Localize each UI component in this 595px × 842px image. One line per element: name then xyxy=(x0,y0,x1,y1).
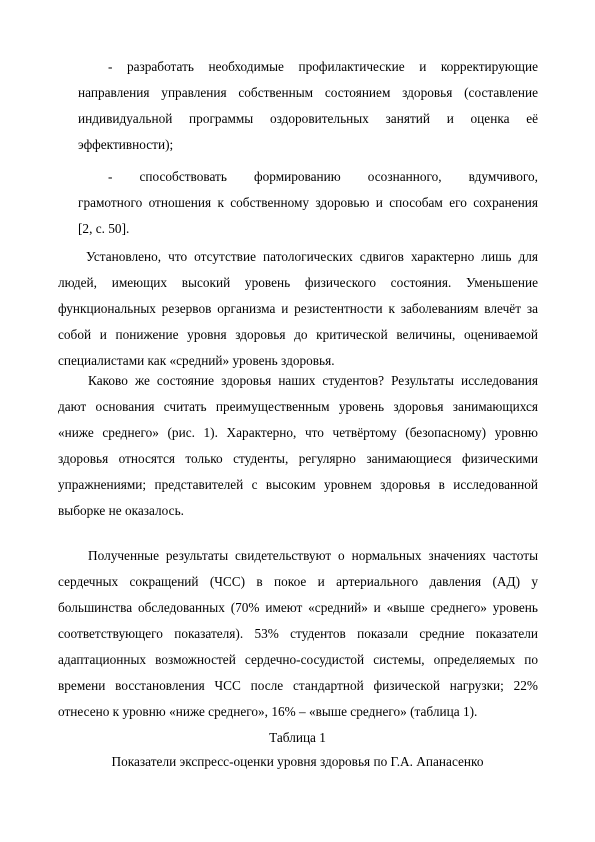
paragraph-1-line: людей, имеющих высокий уровень физического состояния. Уменьшение xyxy=(58,275,538,290)
paragraph-3-line: отнесено к уровню «ниже среднего», 16% – «выше среднего» (таблица 1). xyxy=(58,704,478,719)
paragraph-3 xyxy=(58,543,538,725)
list-item-1 xyxy=(78,54,538,158)
paragraph-2-line: упражнениями; представителей с высоким уровнем здоровья в исследованной xyxy=(58,477,538,492)
list-item-1-line: индивидуальной программы оздоровительных занятий и оценка её xyxy=(78,111,538,126)
paragraph-3-line: большинства обследованных (70% имеют «средний» и «выше среднего» уровень xyxy=(58,600,538,615)
paragraph-2-line: дают основания считать преимущественным уровень здоровья занимающихся xyxy=(58,399,538,414)
paragraph-3-line: адаптационных возможностей сердечно-сосудистой системы, определяемых по xyxy=(58,652,538,667)
paragraph-3-line: Полученные результаты свидетельствуют о нормальных значениях частоты xyxy=(88,548,538,563)
paragraph-1 xyxy=(58,244,538,374)
paragraph-1-line: функциональных резервов организма и резистентности к заболеваниям влечёт за xyxy=(58,301,538,316)
paragraph-3-line: времени восстановления ЧСС после стандартной физической нагрузки; 22% xyxy=(58,678,538,693)
list-item-2-line: - способствовать формированию осознанного, вдумчивого, xyxy=(108,169,538,184)
paragraph-1-line: собой и понижение уровня здоровья до критической величины, оцениваемой xyxy=(58,327,538,342)
list-item-1-line: эффективности); xyxy=(78,137,174,152)
list-item-2-line: [2, с. 50]. xyxy=(78,221,130,236)
paragraph-2-line: Каково же состояние здоровья наших студентов? Результаты исследования xyxy=(88,373,538,388)
paragraph-1-line: специалистами как «средний» уровень здоровья. xyxy=(58,353,335,368)
paragraph-2 xyxy=(58,368,538,524)
paragraph-3-line: соответствующего показателя). 53% студентов показали средние показатели xyxy=(58,626,538,641)
paragraph-2-line: «ниже среднего» (рис. 1). Характерно, что четвёртому (безопасному) уровню xyxy=(58,425,538,440)
list-item-1-line: направления управления собственным состоянием здоровья (составление xyxy=(78,85,538,100)
list-item-2 xyxy=(78,164,538,242)
paragraph-2-line: здоровья относятся только студенты, регулярно занимающиеся физическими xyxy=(58,451,538,466)
paragraph-2-line: выборке не оказалось. xyxy=(58,503,184,518)
list-item-1-line: - разработать необходимые профилактические и корректирующие xyxy=(108,59,538,74)
table-caption: Показатели экспресс-оценки уровня здоровья по Г.А. Апанасенко xyxy=(111,754,484,769)
paragraph-1-line: Установлено, что отсутствие патологических сдвигов характерно лишь для xyxy=(86,249,538,264)
table-label: Таблица 1 xyxy=(269,730,326,745)
list-item-2-line: грамотного отношения к собственному здоровью и способам его сохранения xyxy=(78,195,538,210)
paragraph-3-line: сердечных сокращений (ЧСС) в покое и артериального давления (АД) у xyxy=(58,574,538,589)
